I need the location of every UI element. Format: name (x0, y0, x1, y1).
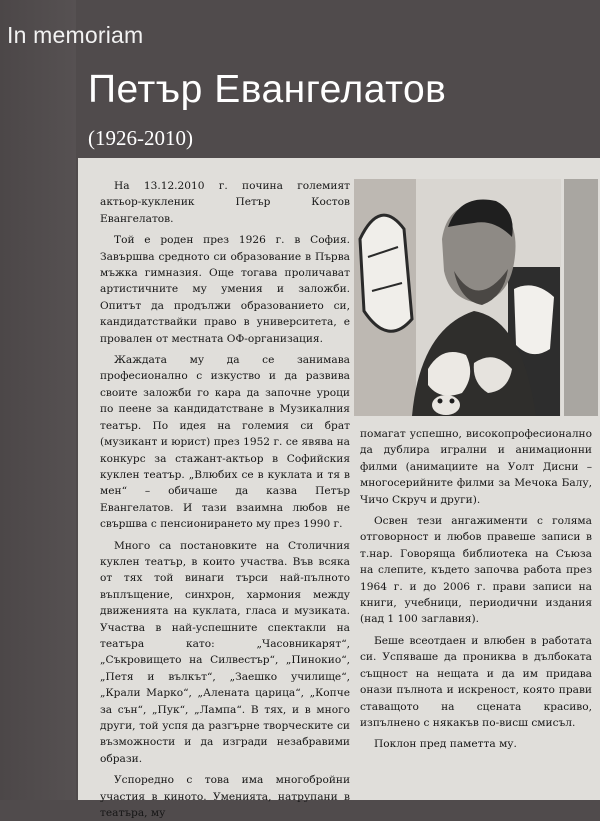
paragraph: помагат успешно, високопрофесионално да дублира игрални и анимационни филми (анимациите на Уолт Дисни – многосерийните филми за Мечока Балу, Чичо Скруч и други). (360, 428, 592, 506)
photo-edge-strip (564, 179, 598, 416)
life-years: (1926-2010) (88, 126, 193, 150)
puppeteer-photo-illustration (354, 179, 561, 416)
paragraph: Успоредно с това има многобройни участия в киното. Уменията, натрупани в театъра, му (100, 774, 350, 820)
paragraph: На 13.12.2010 г. почина големият актьор-кукленик Петър Костов Евангелатов. (100, 180, 350, 225)
article-column-left (100, 178, 350, 821)
left-margin-strip (0, 0, 76, 800)
paragraph: Той е роден през 1926 г. в София. Завършва средното си образование в Първа мъжка гимназия. Още тогава проличават артистичните му умения и заложби. Опитът да продължи образованието си, кандидатствайки право в университета, е провален от местната ОФ-организация. (100, 234, 350, 345)
paragraph: Много са постановките на Столичния куклен театър, в които участва. Във всяка от тях той винаги търси най-пълното въплъщение, синхрон, хармония между движенията на куклата, гласа и музиката. Участва в най-успешните спектакли на театъра като: „Часовникарят“, „Съкровището на Силвестър“, „Пинокио“, „Петя и вълкът“, „Заешко училище“, „Крали Марко“, „Алената царица“, „Копче за сън“, „Пук“, „Лампа“. В тях, и в много други, той успя да разгърне творческите си възможности и да изгради незабравими образи. (100, 539, 350, 765)
paragraph: Поклон пред паметта му. (374, 738, 517, 751)
paragraph: Беше всеотдаен и влюбен в работата си. Успяваше да прониква в дълбоката същност на нещата и да им придава онази пълнота и искреност, която прави ставащото на сцената красиво, изпълнено с някакъв по-висш смисъл. (360, 634, 592, 729)
paragraph: Освен тези ангажименти с голяма отговорност и любов правеше записи в т.нар. Говоряща библиотека на Съюза на слепите, където започва работа през 1964 г. и до 2006 г. прави записи на книги, учебници, периодични издания (над 1 100 заглавия). (360, 515, 592, 626)
paragraph: Жаждата му да се занимава професионално с изкуство и да развива своите заложби го кара да започне уроци по пеене за кандидатстване в Музикалния театър. По идея на големия си брат (музикант и юрист) през 1952 г. се явява на конкурс за стажант-актьор в Софийския куклен театър. „Влюбих се в куклата и тя в мен“ – обичаше да казва Петър Евангелатов. И тази взаимна любов не свършва с пенсионирането му през 1990 г. (100, 354, 350, 531)
section-label: In memoriam (7, 22, 144, 48)
article-column-right (360, 426, 592, 753)
portrait-photo (354, 179, 561, 416)
page-title: Петър Евангелатов (88, 68, 447, 111)
article-page (78, 158, 600, 820)
